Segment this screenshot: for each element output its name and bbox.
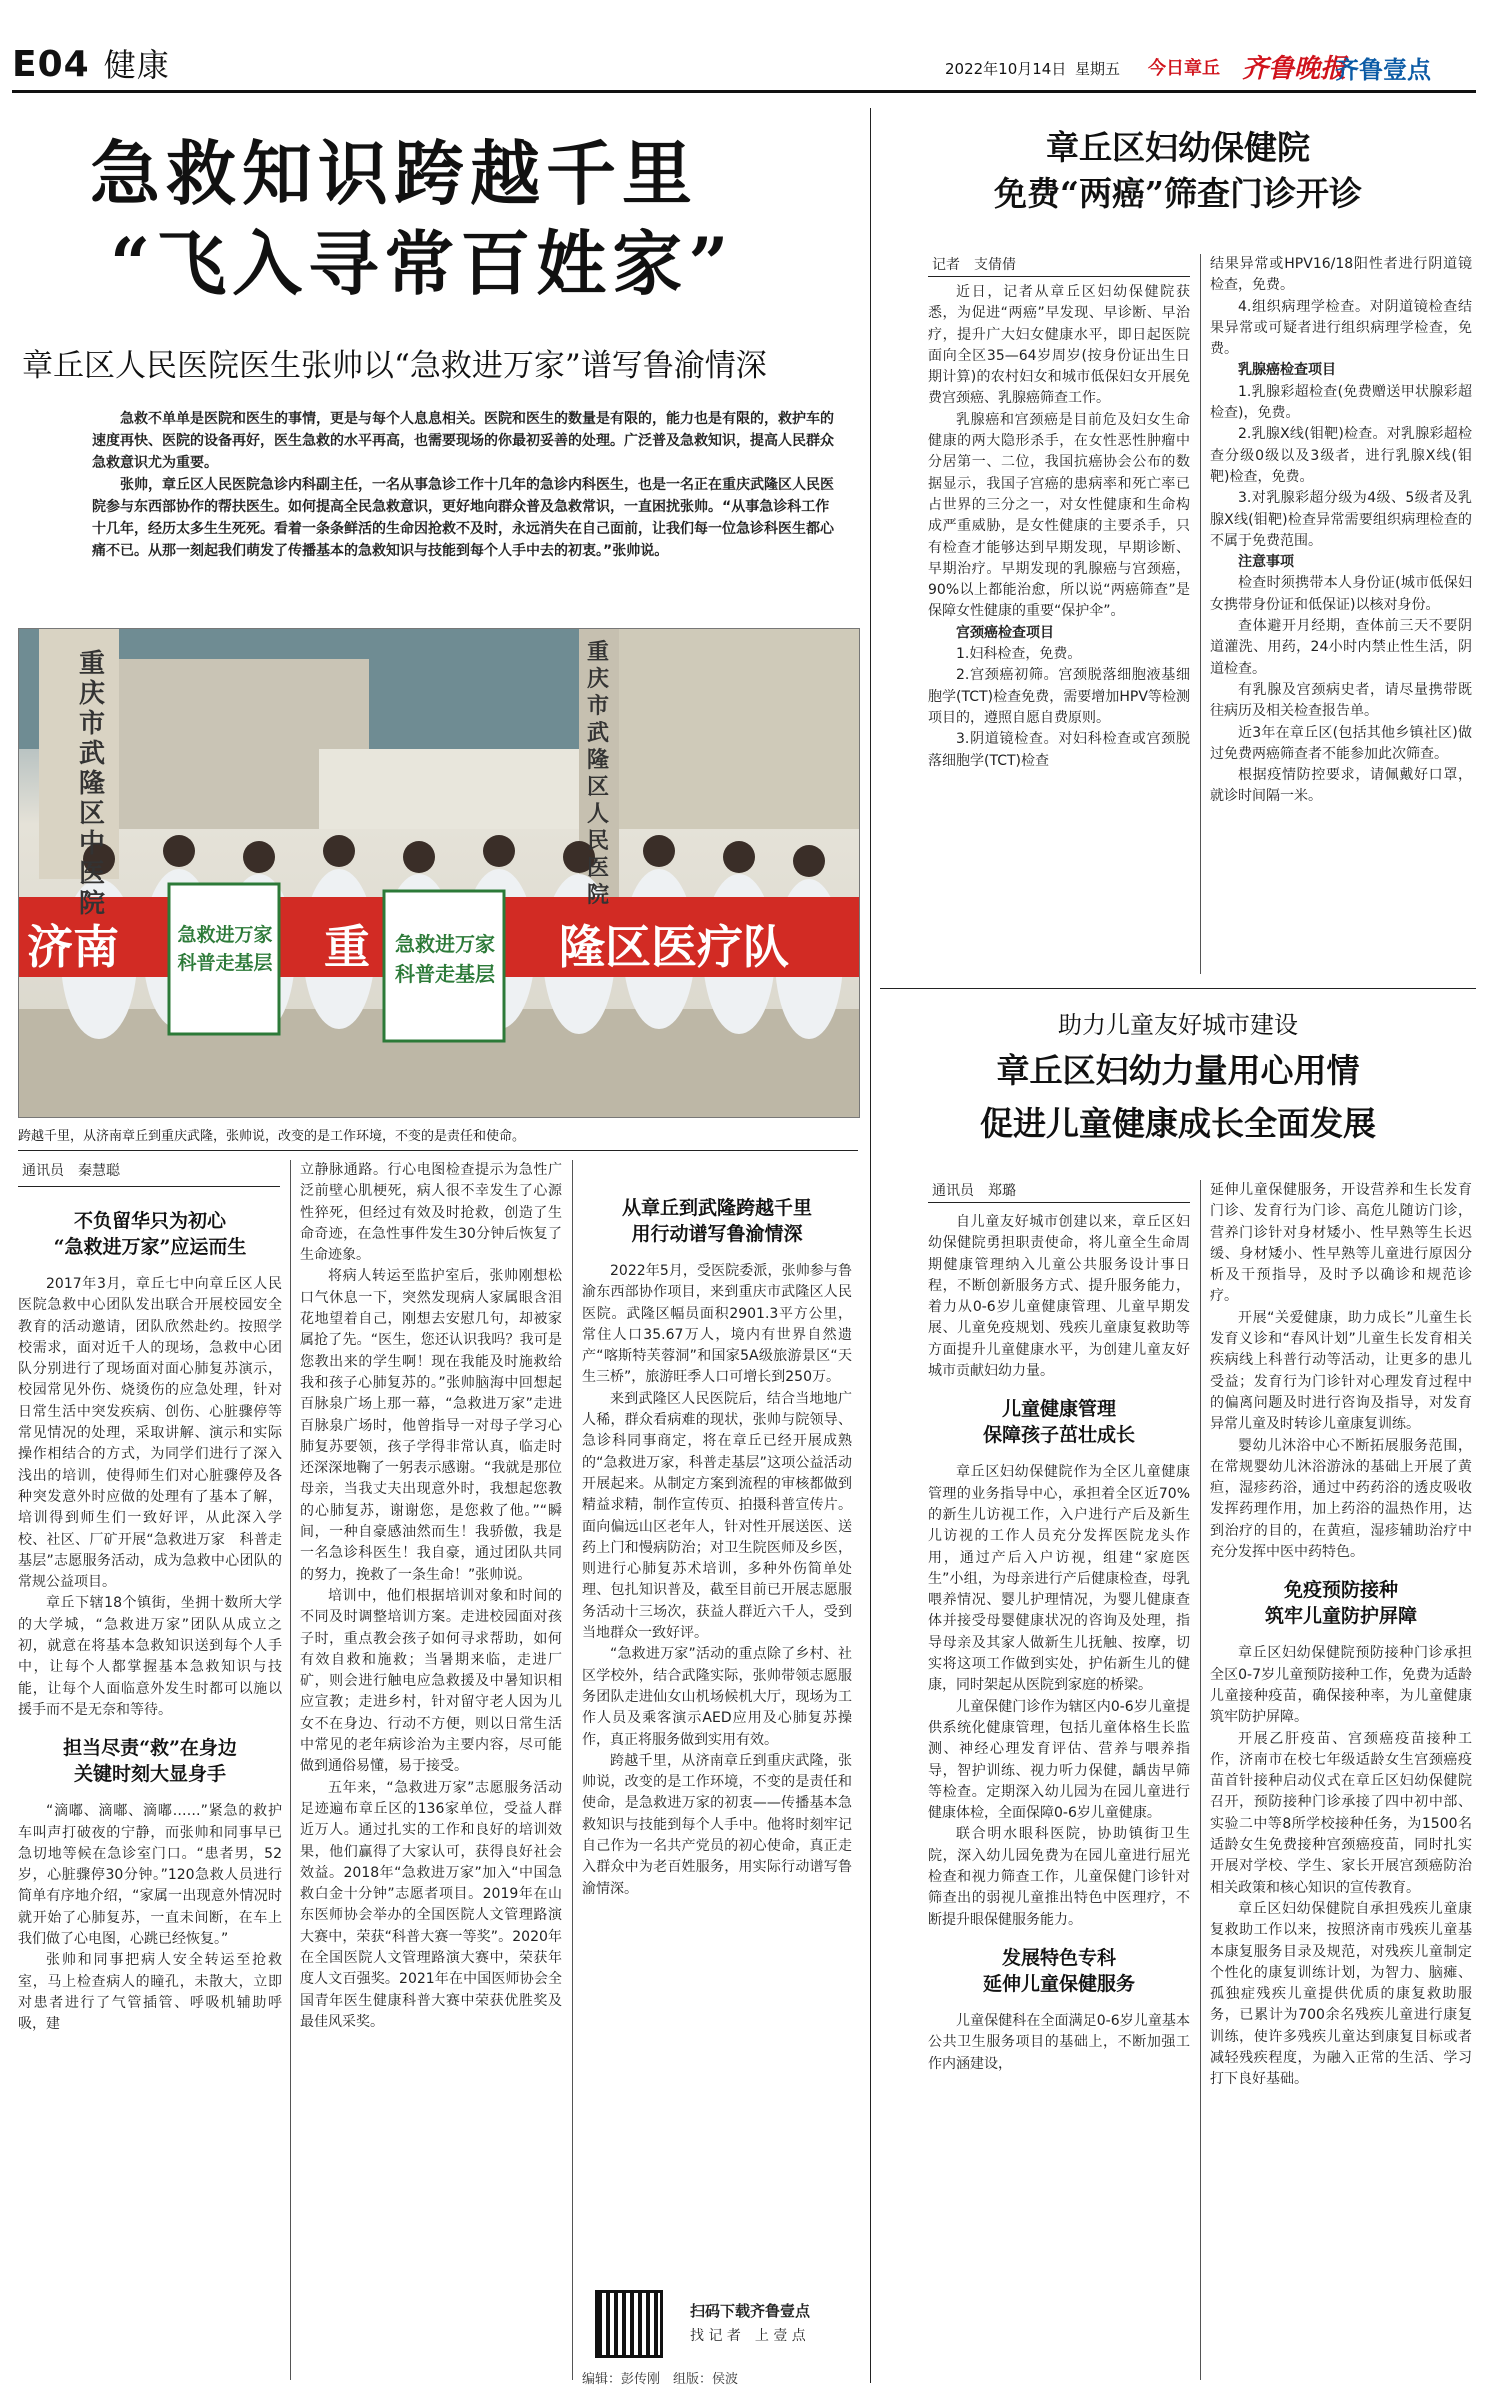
divider [18,1150,858,1151]
banner-text-mid: 重 [324,920,370,974]
divider [18,1186,280,1187]
paragraph: “滴嘟、滴嘟、滴嘟……”紧急的救护车叫声打破夜的宁静，而张帅和同事早已急切地等候在急诊室门口。“患者男，52岁，心脏骤停30分钟。”120急救人员进行简单有序地介绍，“家属一出现意外情况时就开始了心肺复苏，一直未间断，在车上我们做了心电图，心跳已经恢复。” [18,1803,282,1948]
section-head: 从章丘到武隆跨越千里 用行动谱写鲁渝情深 [621,1197,812,1245]
paragraph: 2.乳腺X线(钼靶)检查。对乳腺彩超检查分级0级以及3级者，进行乳腺X线(钼靶)检查，免费。 [1210,426,1472,485]
qr-caption: 扫码下载齐鲁壹点 [690,2302,811,2320]
paragraph: 2017年3月，章丘七中向章丘区人民医院急救中心团队发出联合开展校园安全教育的活动邀请，团队欣然赴约。按照学校需求，面对近千人的现场，急救中心团队分别进行了现场面对面心肺复苏演示，校园常见外伤、烧烫伤的应急处理，针对日常生活中突发疾病、创伤、心脏骤停等常见情况的处理，采取讲解、演示和实际操作相结合的方式，为同学们进行了深入浅出的培训，使得师生们对心脏骤停及各种突发意外时应做的处理有了基本了解，培训得到师生们一致好评，从此深入学校、社区、厂矿开展“急救进万家 科普走基层”志愿服务活动，成为急救中心团队的常规公益项目。 [18,1276,282,1591]
paragraph: 2.宫颈癌初筛。宫颈脱落细胞液基细胞学(TCT)检查免费，需要增加HPV等检测项目的，遵照自愿自费原则。 [928,667,1190,726]
paragraph: 儿童保健科在全面满足0-6岁儿童基本公共卫生服务项目的基础上，不断加强工作内涵建设， [928,2012,1190,2072]
paragraph: 2022年5月，受医院委派，张帅参与鲁渝东西部协作项目，来到重庆市武隆区人民医院。武隆区幅员面积2901.3平方公里，常住人口35.67万人，境内有世界自然遗产“喀斯特芙蓉洞”和国家5A级旅游景区“天生三桥”，旅游旺季人口可增长到250万。 [582,1263,852,1386]
column-divider [1200,1180,1201,2380]
paragraph: 1.妇科检查，免费。 [956,646,1082,663]
paragraph: 近日，记者从章丘区妇幼保健院获悉，为促进“两癌”早发现、早诊断、早治疗，提升广大妇女健康水平，即日起医院面向全区35—64岁周岁(按身份证出生日期计算)的农村妇女和城市低保妇女开展免费宫颈癌、乳腺癌筛查工作。 [928,284,1190,407]
paragraph: 查体避开月经期，查体前三天不要阴道灌洗、用药，24小时内禁止性生活，阴道检查。 [1210,618,1472,677]
article-kicker: 助力儿童友好城市建设 [1058,1011,1298,1039]
right-top-column-b [1210,254,1472,808]
paragraph: 检查时须携带本人身份证(城市低保妇女携带身份证和低保证)以核对身份。 [1210,575,1472,613]
paragraph: 章丘区妇幼保健院作为全区儿童健康管理的业务指导中心，承担着全区近70%的新生儿访视工作，入户进行产后及新生儿访视的工作人员充分发挥医院龙头作用，通过产后入户访视，组建“家庭医生”小组，为母亲进行产后健康检查，母乳喂养情况、婴儿护理情况，为婴儿健康查体并接受母婴健康状况的咨询及处理，指导母亲及其家人做新生儿抚触、按摩，切实将这项工作做到实处，护佑新生儿的健康，同时架起从医院到家庭的桥梁。 [928,1464,1190,1694]
photo-board-left [177,921,273,977]
board-line1: 急救进万家 [395,932,495,956]
photo-board-right [391,929,499,989]
paragraph: 开展乙肝疫苗、宫颈癌疫苗接种工作，济南市在校七年级适龄女生宫颈癌疫苗首针接种启动仪式在章丘区妇幼保健院召开，预防接种门诊承接了四中初中部、实验二中等8所学校接种任务，为1500名适龄女生免费接种宫颈癌疫苗，同时扎实开展对学校、学生、家长开展宫颈癌防治相关政策和核心知识的宣传教育。 [1210,1730,1472,1896]
page-divider [870,108,871,2383]
right-bottom-column-a [928,1212,1190,2075]
subsection-label: 宫颈癌检查项目 [956,624,1054,641]
issue-weekday: 星期五 [1075,60,1121,78]
paragraph: 延伸儿童保健服务，开设营养和生长发育门诊、发育行为门诊、高危儿随访门诊，营养门诊针对身材矮小、性早熟等生长迟缓、身材矮小、性早熟等儿童进行原因分析及干预指导，及时予以确诊和规范诊疗。 [1210,1182,1472,1305]
lead-column-1 [18,1208,282,2036]
photo-sign-left: 重庆市武隆区中医院 [79,649,106,919]
subsection-label: 注意事项 [1238,554,1294,571]
paragraph: 3.对乳腺彩超分级为4级、5级者及乳腺X线(钼靶)检查异常需要组织病理检查的不属于免费范围。 [1210,490,1472,549]
qr-caption-2: 找 记 者 上 壹 点 [690,2328,806,2344]
banner-text-right: 隆区医疗队 [559,920,789,974]
paragraph: 根据疫情防控要求，请佩戴好口罩，就诊时间隔一米。 [1210,767,1472,805]
paragraph: 张帅和同事把病人安全转运至抢救室，马上检查病人的瞳孔，未散大，立即对患者进行了气管插管、呼吸机辅助呼吸，建 [18,1952,282,2033]
section-head: 担当尽责“救”在身边 关键时刻大显身手 [63,1737,237,1786]
photo-caption: 跨越千里，从济南章丘到重庆武隆，张帅说，改变的是工作环境，不变的是责任和使命。 [18,1129,526,1144]
paragraph: 五年来，“急救进万家”志愿服务活动足迹遍布章丘区的136家单位，受益人群近万人。通过扎实的工作和良好的培训效果，他们赢得了大家认可，获得良好社会效益。2018年“急救进万家”加入“中国急救白金十分钟”志愿者项目。2019年在山东医师协会举办的全国医院人文管理路演大赛中，荣获“科普大赛一等奖”。2020年在全国医院人文管理路演大赛中，荣获年度人文百强奖。2021年在中国医师协会全国青年医生健康科普大赛中荣获优胜奖及最佳风采奖。 [300,1779,562,2030]
column-divider [1200,254,1201,974]
article-title-line1: 章丘区妇幼保健院 [1046,128,1310,167]
paragraph: 儿童保健门诊作为辖区内0-6岁儿童提供系统化健康管理，包括儿童体格生长监测、神经心理发育评估、营养与喂养指导，智护训练、视力听力保健，龋齿早筛等检查。定期深入幼儿园为在园儿童进行健康体检，全面保障0-6岁儿童健康。 [928,1698,1190,1822]
lead-intro-para: 张帅，章丘区人民医院急诊内科副主任，一名从事急诊工作十几年的急诊内科医生，也是一名正在重庆武隆区人民医院参与东西部协作的帮扶医生。如何提高全民急救意识，更好地向群众普及急救常识，一直困扰张帅。“从事急诊科工作十几年，经历太多生生死死。看着一条条鲜活的生命因抢救不及时，永远消失在自己面前，让我们每一位急诊科医生都心痛不已。从那一刻起我们萌发了传播基本的急救知识与技能到每个人手中去的初衷。”张帅说。 [92,477,834,559]
divider [928,276,1190,277]
board-line1: 急救进万家 [177,924,273,946]
byline: 通讯员 秦慧聪 [22,1163,120,1179]
paragraph: 有乳腺及宫颈病史者，请尽量携带既往病历及相关检查报告单。 [1210,681,1472,720]
lead-subtitle: 章丘区人民医院医生张帅以“急救进万家”谱写鲁渝情深 [22,348,767,384]
app-logo: 齐鲁壹点 [1335,56,1431,84]
article-title-line1: 章丘区妇幼力量用心用情 [996,1051,1360,1090]
subsection-label: 乳腺癌检查项目 [1238,362,1336,379]
paragraph: 跨越千里，从济南章丘到重庆武隆，张帅说，改变的是工作环境，不变的是责任和使命，是急救进万家的初衷——传播基本急救知识与技能到每个人手中。他将时刻牢记自己作为一名共产党员的初心使命，真正走入群众中为老百姓服务，用实际行动谱写鲁渝情深。 [582,1752,852,1897]
banner-text-left: 济南 [27,920,119,974]
column-divider [290,1160,291,2380]
board-line2: 科普走基层 [395,962,495,986]
paragraph: 近3年在章丘区(包括其他乡镇社区)做过免费两癌筛查者不能参加此次筛查。 [1210,724,1472,762]
column-divider [572,1160,573,2380]
header-rule [12,90,1476,93]
paragraph: 1.乳腺彩超检查(免费赠送甲状腺彩超检查)，免费。 [1210,383,1472,422]
paragraph: 将病人转运至监护室后，张帅刚想松口气休息一下，突然发现病人家属眼含泪花地望着自己，刚想去安慰几句，却被家属抢了先。“医生，您还认识我吗？我可是您教出来的学生啊！现在我能及时施救给我和孩子心肺复苏的。”张帅脑海中回想起百脉泉广场上那一幕，“急救进万家”走进百脉泉广场时，他曾指导一对母子学习心肺复苏要领，孩子学得非常认真，临走时还深深地鞠了一躬表示感谢。“我就是那位母亲，当我丈夫出现意外时，我想起您教的心肺复苏，谢谢您，是您救了他。”“瞬间，一种自豪感油然而生！我骄傲，我是一名急诊科医生！我自豪，通过团队共同的努力，挽救了一条生命！”张帅说。 [300,1268,562,1583]
divider [928,1202,1190,1203]
paragraph: 婴幼儿沐浴中心不断拓展服务范围，在常规婴幼儿沐浴游泳的基础上开展了黄疸，湿疹药浴，通过中药药浴的透皮吸收发挥药理作用，加上药浴的温热作用，达到治疗的目的，在黄疸，湿疹辅助治疗中充分发挥中医中药特色。 [1210,1437,1472,1561]
board-line2: 科普走基层 [177,952,273,974]
lead-column-3 [582,1195,852,1900]
paragraph: “急救进万家”活动的重点除了乡村、社区学校外，结合武隆实际，张帅带领志愿服务团队走进仙女山机场候机大厅，现场为工作人员及乘客演示AED应用及心肺复苏操作，真正将服务做到实用有效。 [582,1646,852,1748]
photo-sign-right: 重庆市武隆区人民医院 [587,640,610,908]
lead-column-2 [300,1160,562,2033]
paragraph: 4.组织病理学检查。对阴道镜检查结果异常或可疑者进行组织病理学检查，免费。 [1210,298,1472,358]
paragraph: 3.阴道镜检查。对妇科检查或宫颈脱落细胞学(TCT)检查 [928,731,1190,769]
article-title-line2: 免费“两癌”筛查门诊开诊 [994,174,1362,213]
page-section-label: E04 健康 [12,44,170,85]
paragraph: 培训中，他们根据培训对象和时间的不同及时调整培训方案。走进校园面对孩子时，重点教会孩子如何寻求帮助，如何有效自救和施救；当暑期来临，走进厂矿，则会进行触电应急救援及中暑知识相应宣教；走进乡村，针对留守老人因为儿女不在身边、行动不方便，则以日常生活中常见的老年病诊治为主要内容，尽可能做到通俗易懂，易于接受。 [300,1587,562,1775]
today-column-label: 今日章丘 [1148,58,1220,79]
group-photo [18,628,860,1118]
lead-intro [92,408,842,562]
lead-title-line1: 急救知识跨越千里 [90,132,698,215]
paragraph: 立静脉通路。行心电图检查提示为急性广泛前壁心肌梗死，病人很不幸发生了心源性猝死，但经过有效及时抢救，创造了生命奇迹，在急性事件发生30分钟后恢复了生命迹象。 [300,1162,562,1264]
right-top-column-a [928,282,1190,772]
paragraph: 乳腺癌和宫颈癌是目前危及妇女生命健康的两大隐形杀手，在女性恶性肿瘤中分居第一、二位，我国抗癌协会公布的数据显示，我国子宫癌的患病率和死亡率已占世界的三分之一，对女性健康和生命构成严重威胁，是女性健康的主要杀手，只有检查才能够达到早期发现，早期诊断、早期治疗。早期发现的乳腺癌与宫颈癌，90%以上都能治愈，所以说“两癌筛查”是保障女性健康的重要“保护伞”。 [928,411,1190,620]
paragraph: 章丘区妇幼保健院自承担残疾儿童康复救助工作以来，按照济南市残疾儿童基本康复服务目录及规范，对残疾儿童制定个性化的康复训练计划，为智力、脑瘫、孤独症残疾儿童提供优质的康复救助服务，已累计为700余名残疾儿童进行康复训练，使许多残疾儿童达到康复目标或者减轻残疾程度，为融入正常的生活、学习打下良好基础。 [1210,1900,1472,2088]
paragraph: 自儿童友好城市创建以来，章丘区妇幼保健院勇担职责使命，将儿童全生命周期健康管理纳入儿童公共服务设计事日程，不断创新服务方式、提升服务能力，着力从0-6岁儿童健康管理、儿童早期发展、儿童免疫规划、残疾儿童康复救助等方面提升儿童健康水平，为创建儿童友好城市贡献妇幼力量。 [928,1214,1190,1380]
byline: 通讯员 郑璐 [932,1183,1016,1199]
lead-title-line2: “飞入寻常百姓家” [110,222,735,305]
lead-intro-para: 急救不单单是医院和医生的事情，更是与每个人息息相关。医院和医生的数量是有限的，能力也是有限的，救护车的速度再快、医院的设备再好，医生急救的水平再高，也需要现场的你最初妥善的处理。广泛普及急救知识，提高人民群众急救意识尤为重要。 [92,411,834,471]
section-head: 免疫预防接种 筑牢儿童防护屏障 [1264,1579,1417,1628]
section-head: 不负留华只为初心 “急救进万家”应运而生 [53,1210,247,1258]
paragraph: 联合明水眼科医院，协助镇街卫生院，深入幼儿园免费为在园儿童进行屈光检查和视力筛查工作，儿童保健门诊针对筛查出的弱视儿童推出特色中医理疗，不断提升眼保健服务能力。 [928,1826,1190,1928]
right-bottom-column-b [1210,1180,1472,2091]
paragraph: 结果异常或HPV16/18阳性者进行阴道镜检查，免费。 [1210,256,1472,294]
editor-credit: 编辑：彭传刚 组版：侯波 [582,2372,739,2387]
paragraph: 来到武隆区人民医院后，结合当地地广人稀，群众看病难的现状，张帅与院领导、急诊科同事商定，将在章丘已经开展成熟的“急救进万家，科普走基层”这项公益活动开展起来。从制定方案到流程的审核都做到精益求精，制作宣传页、拍摄科普宣传片。面向偏远山区老年人，针对性开展送医、送药上门和慢病防治；对卫生院医师及乡医，则进行心肺复苏术培训，多种外伤简单处理、包扎知识普及，截至目前已开展志愿服务活动十三场次，获益人群近六千人，受到当地群众一致好评。 [582,1390,852,1642]
divider [880,988,1476,989]
paragraph: 章丘区妇幼保健院预防接种门诊承担全区0-7岁儿童预防接种工作，免费为适龄儿童接种疫苗，确保接种率，为儿童健康筑牢防护屏障。 [1210,1645,1472,1726]
paragraph: 章丘下辖18个镇街，坐拥十数所大学的大学城，“急救进万家”团队从成立之初，就意在将基本急救知识送到每个人手中，让每个人都掌握基本急救知识与技能，让每个人面临意外发生时都可以施以援手而不是无奈和等待。 [18,1595,282,1718]
section-head: 发展特色专科 延伸儿童保健服务 [982,1946,1135,1995]
issue-date: 2022年10月14日 [945,60,1067,78]
paragraph: 开展“关爱健康，助力成长”儿童生长发育义诊和“春风计划”儿童生长发育相关疾病线上科普行动等活动，让更多的患儿受益；发育行为门诊针对心理发育过程中的偏离问题及时进行咨询及指导，对发育异常儿童及时转诊儿童康复训练。 [1210,1309,1472,1433]
article-title-line2: 促进儿童健康成长全面发展 [980,1104,1376,1143]
byline: 记者 支倩倩 [932,257,1016,273]
newspaper-logo: 齐鲁晚报 [1242,54,1347,84]
qr-code-icon [595,2290,663,2358]
section-head: 儿童健康管理 保障孩子茁壮成长 [982,1398,1135,1447]
